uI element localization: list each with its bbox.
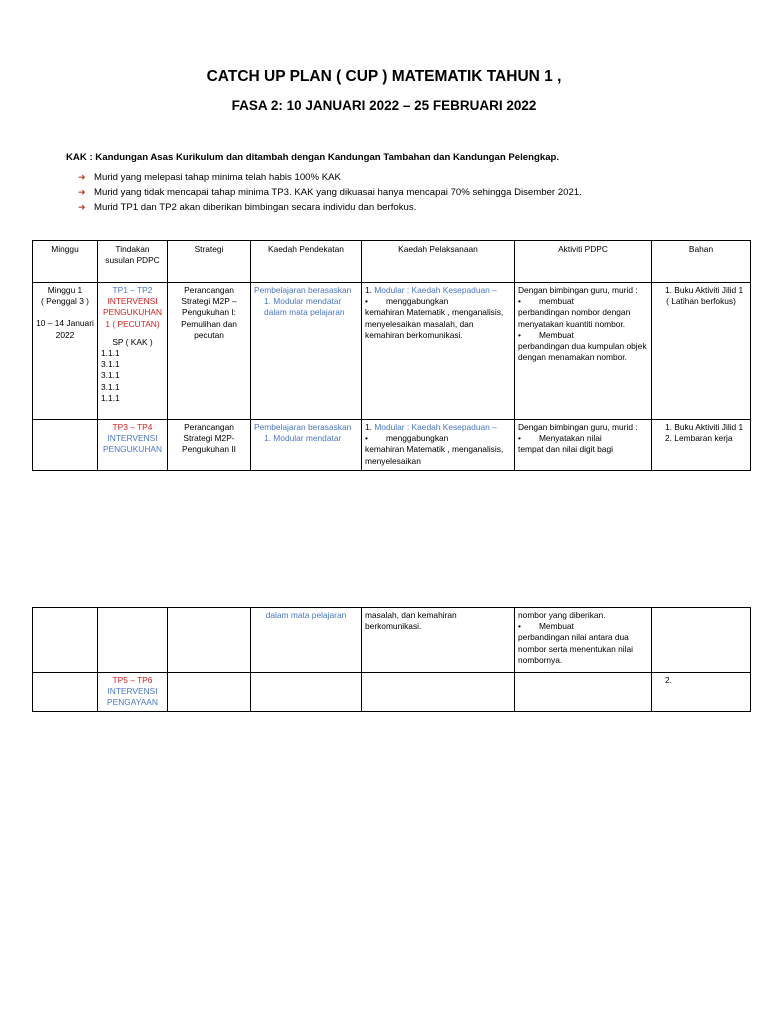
kak-note: KAK : Kandungan Asas Kurikulum dan ditambah dengan Kandungan Tambahan dan Kandungan Pelengkap. <box>66 152 560 163</box>
aktiviti-cell: Dengan bimbingan guru, murid : • Menyatakan nilai tempat dan nilai digit bagi <box>515 420 652 471</box>
pelaksanaan-cell: 1. Modular : Kaedah Kesepaduan – • menggabungkan kemahiran Matematik , menganalisis, menyelesaikan masalah, dan kemahiran berkomunikasi. <box>362 283 515 420</box>
pendekatan-cell: dalam mata pelajaran <box>251 608 362 673</box>
table-row <box>33 283 751 420</box>
minggu-cell <box>33 420 98 471</box>
strategi-cell <box>168 673 251 712</box>
pendekatan-cell <box>251 673 362 712</box>
bahan-cell: 1. Buku Aktiviti Jilid 1 2. Lembaran kerja <box>652 420 751 471</box>
aktiviti-cell: Dengan bimbingan guru, murid : • membuat perbandingan nombor dengan menyatakan kuantiti nombor. • Membuat perbandingan dua kumpulan objek dengan menamakan nombor. <box>515 283 652 420</box>
table-row <box>33 608 751 673</box>
pelaksanaan-cell <box>362 673 515 712</box>
table-row <box>33 673 751 712</box>
plan-table <box>32 240 751 471</box>
col-header-minggu: Minggu <box>33 241 98 283</box>
minggu-cell <box>33 608 98 673</box>
col-header-pelaksanaan: Kaedah Pelaksanaan <box>362 241 515 283</box>
col-header-tindakan: Tindakan susulan PDPC <box>98 241 168 283</box>
minggu-cell <box>33 673 98 712</box>
page-title: CATCH UP PLAN ( CUP ) MATEMATIK TAHUN 1 , <box>206 68 562 85</box>
arrow-bullet-icon: ➜ <box>78 172 86 182</box>
tindakan-cell <box>98 608 168 673</box>
list-item: ➜ Murid yang melepasi tahap minima telah habis 100% KAK <box>78 172 341 183</box>
page-subtitle: FASA 2: 10 JANUARI 2022 – 25 FEBRUARI 2022 <box>231 98 537 113</box>
strategi-cell: Perancangan Strategi M2P- Pengukuhan II <box>168 420 251 471</box>
bahan-cell: 2. <box>652 673 751 712</box>
minggu-cell: Minggu 1 ( Penggal 3 ) 10 – 14 Januari 2022 <box>33 283 98 420</box>
tindakan-cell: TP5 – TP6 INTERVENSI PENGAYAAN <box>98 673 168 712</box>
tindakan-cell: TP1 – TP2 INTERVENSI PENGUKUHAN 1 ( PECUTAN) SP ( KAK ) 1.1.1 3.1.1 3.1.1 3.1.1 1.1.1 <box>98 283 168 420</box>
col-header-strategi: Strategi <box>168 241 251 283</box>
plan-table-continued <box>32 607 751 712</box>
col-header-bahan: Bahan <box>652 241 751 283</box>
col-header-aktiviti: Aktiviti PDPC <box>515 241 652 283</box>
table-header-row <box>33 241 751 283</box>
list-item: ➜ Murid TP1 dan TP2 akan diberikan bimbingan secara individu dan berfokus. <box>78 202 417 213</box>
bahan-cell: 1. Buku Aktiviti Jilid 1 ( Latihan berfokus) <box>652 283 751 420</box>
col-header-pendekatan: Kaedah Pendekatan <box>251 241 362 283</box>
pelaksanaan-cell: 1. Modular : Kaedah Kesepaduan – • menggabungkan kemahiran Matematik , menganalisis, menyelesaikan <box>362 420 515 471</box>
aktiviti-cell <box>515 673 652 712</box>
list-item: ➜ Murid yang tidak mencapai tahap minima TP3. KAK yang dikuasai hanya mencapai 70% sehingga Disember 2021. <box>78 187 582 198</box>
tindakan-cell: TP3 – TP4 INTERVENSI PENGUKUHAN <box>98 420 168 471</box>
pendekatan-cell: Pembelajaran berasaskan 1. Modular mendatar dalam mata pelajaran <box>251 283 362 420</box>
table-row <box>33 420 751 471</box>
strategi-cell: Perancangan Strategi M2P – Pengukuhan I: Pemulihan dan pecutan <box>168 283 251 420</box>
pendekatan-cell: Pembelajaran berasaskan 1. Modular mendatar <box>251 420 362 471</box>
aktiviti-cell: nombor yang diberikan. • Membuat perbandingan nilai antara dua nombor serta menentukan nilai nombornya. <box>515 608 652 673</box>
strategi-cell <box>168 608 251 673</box>
arrow-bullet-icon: ➜ <box>78 202 86 212</box>
bullet-list <box>78 170 582 215</box>
pelaksanaan-cell: masalah, dan kemahiran berkomunikasi. <box>362 608 515 673</box>
bahan-cell <box>652 608 751 673</box>
arrow-bullet-icon: ➜ <box>78 187 86 197</box>
